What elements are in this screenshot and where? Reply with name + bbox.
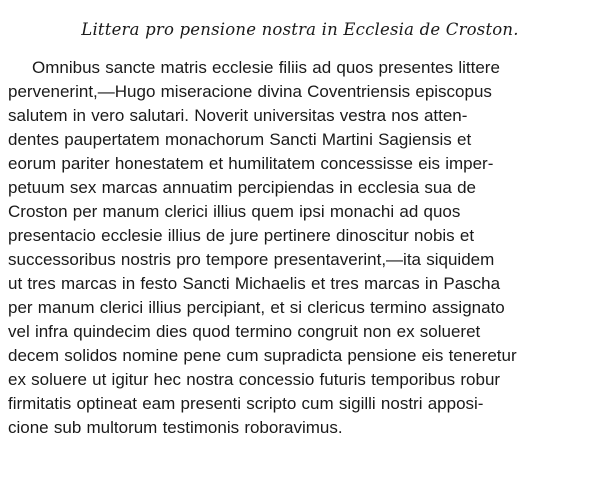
text-line: vel infra quindecim dies quod termino congruit non ex solueret <box>8 322 481 341</box>
text-line: per manum clerici illius percipiant, et si clericus termino assignato <box>8 298 505 317</box>
text-line: cione sub multorum testimonis roboravimus. <box>8 418 343 437</box>
document-heading: Littera pro pensione nostra in Ecclesia de Croston. <box>81 20 519 39</box>
text-line: successoribus nostris pro tempore presentaverint,—ita siquidem <box>8 250 495 269</box>
text-line: salutem in vero salutari. Noverit universitas vestra nos atten- <box>8 106 468 125</box>
text-line: Omnibus sancte matris ecclesie filiis ad quos presentes littere <box>32 58 500 77</box>
text-line: firmitatis optineat eam presenti scripto cum sigilli nostri apposi- <box>8 394 484 413</box>
text-line: ex soluere ut igitur hec nostra concessio futuris temporibus robur <box>8 370 501 389</box>
text-line: ut tres marcas in festo Sancti Michaelis et tres marcas in Pascha <box>8 274 501 293</box>
text-line: eorum pariter honestatem et humilitatem concessisse eis imper- <box>8 154 494 173</box>
text-line: decem solidos nomine pene cum supradicta pensione eis teneretur <box>8 346 517 365</box>
text-line: dentes paupertatem monachorum Sancti Martini Sagiensis et <box>8 130 472 149</box>
text-line: petuum sex marcas annuatim percipiendas in ecclesia sua de <box>8 178 476 197</box>
text-line: pervenerint,—Hugo miseracione divina Coventriensis episcopus <box>8 82 492 101</box>
text-line: presentacio ecclesie illius de jure pertinere dinoscitur nobis et <box>8 226 475 245</box>
text-line: Croston per manum clerici illius quem ipsi monachi ad quos <box>8 202 461 221</box>
